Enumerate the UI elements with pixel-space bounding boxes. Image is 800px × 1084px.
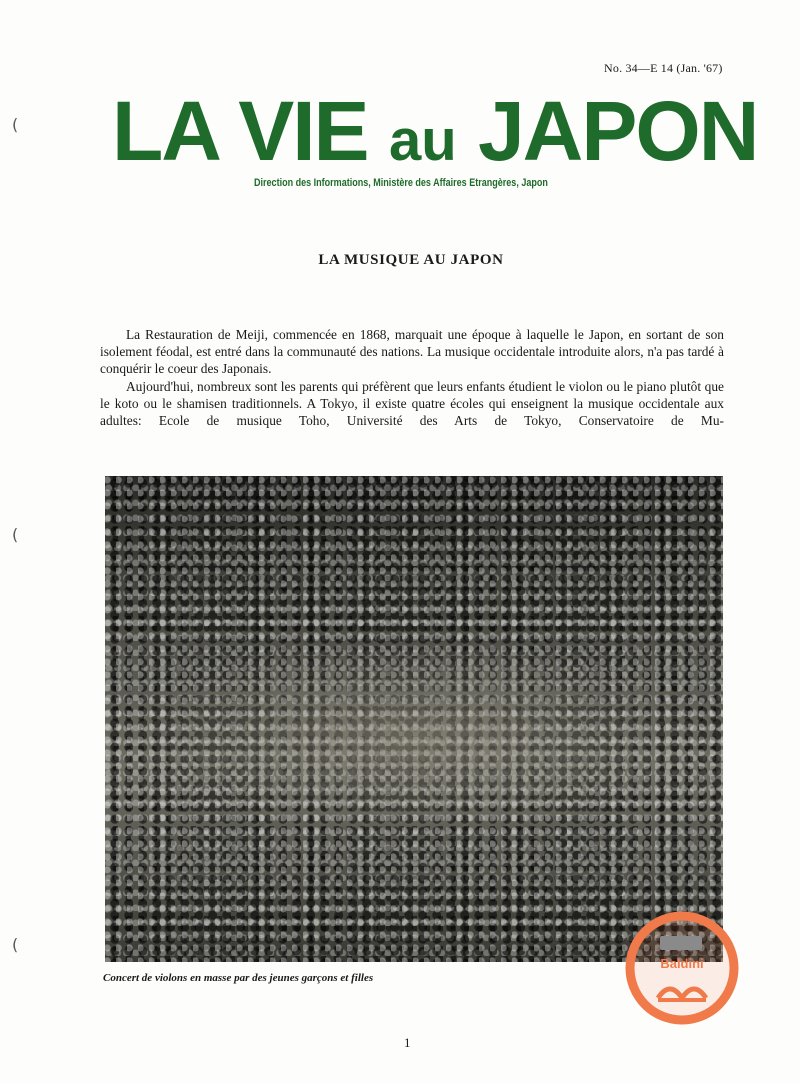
- issue-number: No. 34—E 14 (Jan. '67): [604, 61, 723, 75]
- article-paragraph: Aujourd'hui, nombreux sont les parents qui préfèrent que leurs enfants étudient le violon ou le piano plutôt que le koto ou le shamisen traditionnels. A Tokyo, il existe quatre écoles qui enseignent la musique occidentale aux adultes: Ecole de musique Toho, Université des Arts de Tokyo, Conservatoire de Mu-: [100, 379, 724, 428]
- masthead-part-2: au: [388, 108, 457, 173]
- article-paragraph: La Restauration de Meiji, commencée en 1868, marquait une époque à laquelle le Japon, en sortant de son isolement féodal, est entré dans la communauté des nations. La musique occidentale introduite alors, n'a pas tardé à conquérir le coeur des Japonais.: [100, 327, 724, 376]
- binder-hole-mark: (: [12, 115, 19, 134]
- article-title: LA MUSIQUE AU JAPON: [318, 252, 504, 268]
- stamp-logo-icon: [624, 910, 740, 1026]
- photo-courtyard-area: [105, 641, 723, 835]
- svg-text:Baldini: Baldini: [660, 956, 704, 971]
- binder-hole-mark: (: [12, 525, 19, 544]
- masthead-part-3: JAPON: [456, 84, 758, 178]
- masthead-subtitle: Direction des Informations, Ministère des Affaires Etrangères, Japon: [254, 177, 548, 189]
- binder-hole-mark: (: [12, 935, 19, 954]
- baldini-library-stamp: [624, 910, 740, 1026]
- masthead-title: [112, 84, 758, 186]
- page-number: 1: [404, 1035, 411, 1050]
- violin-concert-photo: [105, 476, 723, 962]
- masthead-part-1: LA VIE: [112, 84, 389, 178]
- photo-caption: Concert de violons en masse par des jeunes garçons et filles: [103, 972, 374, 984]
